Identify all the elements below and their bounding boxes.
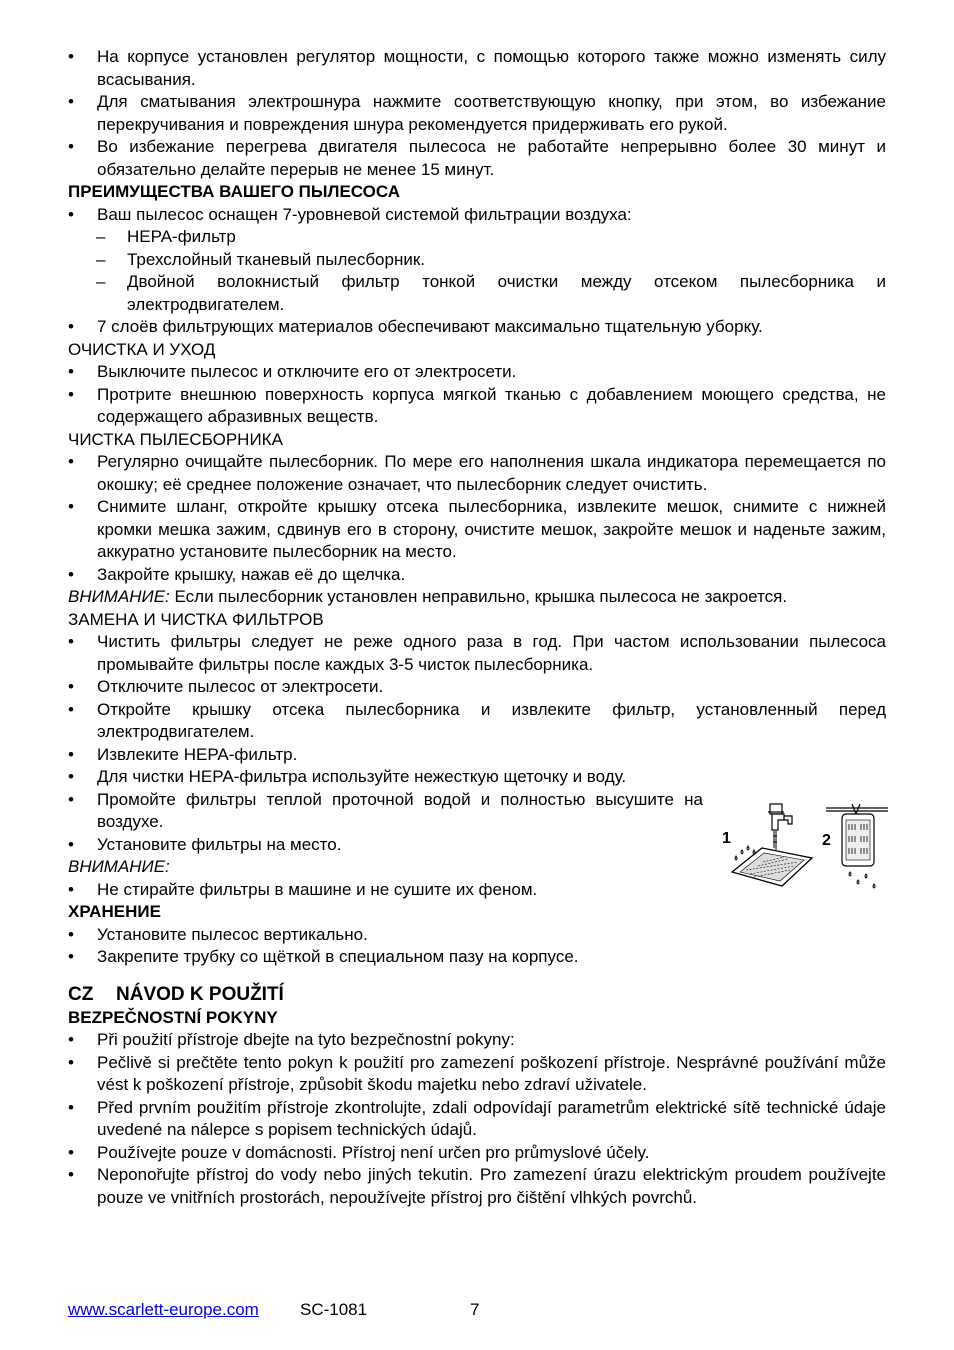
section-heading-advantages: ПРЕИМУЩЕСТВА ВАШЕГО ПЫЛЕСОСА: [68, 182, 401, 201]
filter-cleaning-illustration: [718, 800, 890, 892]
list-item: • Снимите шланг, откройте крышку отсека пылесборника, извлеките мешок, снимите с нижней кромки мешка зажим, сдвинув его в сторону, очистите мешок, закройте мешок и наденьте зажим, аккуратно установите пылесборник на место.: [68, 496, 886, 564]
warning-label: ВНИМАНИЕ:: [68, 857, 170, 876]
section-heading-dustbag: ЧИСТКА ПЫЛЕСБОРНИКА: [68, 429, 283, 449]
list-item: • Протрите внешнюю поверхность корпуса мягкой тканью с добавлением моющего средства, не содержащего абразивных веществ.: [68, 384, 886, 429]
list-item: • Používejte pouze v domácnosti. Přístroj není určen pro průmyslové účely.: [68, 1142, 886, 1165]
section-heading-cleaning: ОЧИСТКА И УХОД: [68, 339, 216, 359]
hanging-filter-icon: [826, 804, 888, 866]
website-link[interactable]: www.scarlett-europe.com: [68, 1300, 259, 1319]
cz-title: NÁVOD K POUŽITÍ: [116, 983, 284, 1005]
cz-section-title: [68, 983, 886, 1007]
page-number: 7: [470, 1300, 480, 1319]
figure-label-1: 1: [722, 830, 731, 847]
list-item: • Закройте крышку, нажав её до щелчка.: [68, 564, 886, 587]
list-item: • Выключите пылесос и отключите его от электросети.: [68, 361, 886, 384]
list-item: • Pečlivě si prečtěte tento pokyn k použití pro zamezení poškození přístroje. Nesprávné používání může vést k poškození přístroje, způsobit škodu majetku nebo zdraví uživatele.: [68, 1052, 886, 1097]
list-item: • Neponořujte přístroj do vody nebo jiných tekutin. Pro zamezení úrazu elektrickým proudem používejte pouze ve vnitřních prostorách, nepoužívejte přístroj pro čištění vlhkých povrchů.: [68, 1164, 886, 1209]
figure-label-2: 2: [822, 832, 831, 849]
section-heading-filters: ЗАМЕНА И ЧИСТКА ФИЛЬТРОВ: [68, 609, 324, 629]
list-item: • Во избежание перегрева двигателя пылесоса не работайте непрерывно более 30 минут и обязательно делайте перерыв не менее 15 минут.: [68, 136, 886, 181]
list-item: • 7 слоёв фильтрующих материалов обеспечивают максимально тщательную уборку.: [68, 316, 886, 339]
warning-note: [68, 586, 886, 609]
list-item: • Установите пылесос вертикально.: [68, 924, 886, 947]
list-item: • Для чистки HEPA-фильтра используйте нежесткую щеточку и воду.: [68, 766, 703, 789]
list-item: • Регулярно очищайте пылесборник. По мере его наполнения шкала индикатора перемещается по окошку; её среднее положение означает, что пылесборник следует очистить.: [68, 451, 886, 496]
list-item: • На корпусе установлен регулятор мощности, с помощью которого также можно изменять силу всасывания.: [68, 46, 886, 91]
language-code: CZ: [68, 983, 94, 1005]
section-heading-safety: BEZPEČNOSTNÍ POKYNY: [68, 1007, 278, 1027]
page-footer: [68, 1299, 480, 1322]
sub-list-item: – Трехслойный тканевый пылесборник.: [68, 249, 886, 272]
list-item: • Для сматывания электрошнура нажмите соответствующую кнопку, при этом, во избежание перекручивания и повреждения шнура рекомендуется придерживать его рукой.: [68, 91, 886, 136]
list-item: • Установите фильтры на место.: [68, 834, 703, 857]
dripping-drops-icon: [849, 872, 875, 888]
model-number: SC-1081: [300, 1300, 368, 1319]
list-item: • Закрепите трубку со щёткой в специальном пазу на корпусе.: [68, 946, 886, 969]
faucet-icon: [768, 804, 792, 850]
document-body: [68, 46, 886, 1209]
list-item: • Отключите пылесос от электросети.: [68, 676, 886, 699]
warning-label: ВНИМАНИЕ:: [68, 587, 170, 606]
list-item: • Ваш пылесос оснащен 7-уровневой системой фильтрации воздуха:: [68, 204, 886, 227]
list-item: • Před prvním použitím přístroje zkontrolujte, zdali odpovídají parametrům elektrické sítě technické údaje uvedené na nálepce s popisem technických údajů.: [68, 1097, 886, 1142]
list-item: • Промойте фильтры теплой проточной водой и полностью высушите на воздухе.: [68, 789, 703, 834]
list-item: • Откройте крышку отсека пылесборника и извлеките фильтр, установленный перед электродвигателем.: [68, 699, 886, 744]
section-heading-storage: ХРАНЕНИЕ: [68, 902, 161, 921]
list-item: • Извлеките HEPA-фильтр.: [68, 744, 886, 767]
list-item: • Чистить фильтры следует не реже одного раза в год. При частом использовании пылесоса промывайте фильтры после каждых 3-5 чисток пылесборника.: [68, 631, 886, 676]
sub-list-item: – Двойной волокнистый фильтр тонкой очистки между отсеком пылесборника и электродвигателем.: [68, 271, 886, 316]
warning-text: Если пылесборник установлен неправильно, крышка пылесоса не закроется.: [169, 587, 788, 606]
sub-list-item: – HEPA-фильтр: [68, 226, 886, 249]
list-item: • Не стирайте фильтры в машине и не сушите их феном.: [68, 879, 886, 902]
filter-sheet-icon: [732, 848, 812, 886]
list-item: • Při použití přístroje dbejte na tyto bezpečnostní pokyny:: [68, 1029, 886, 1052]
